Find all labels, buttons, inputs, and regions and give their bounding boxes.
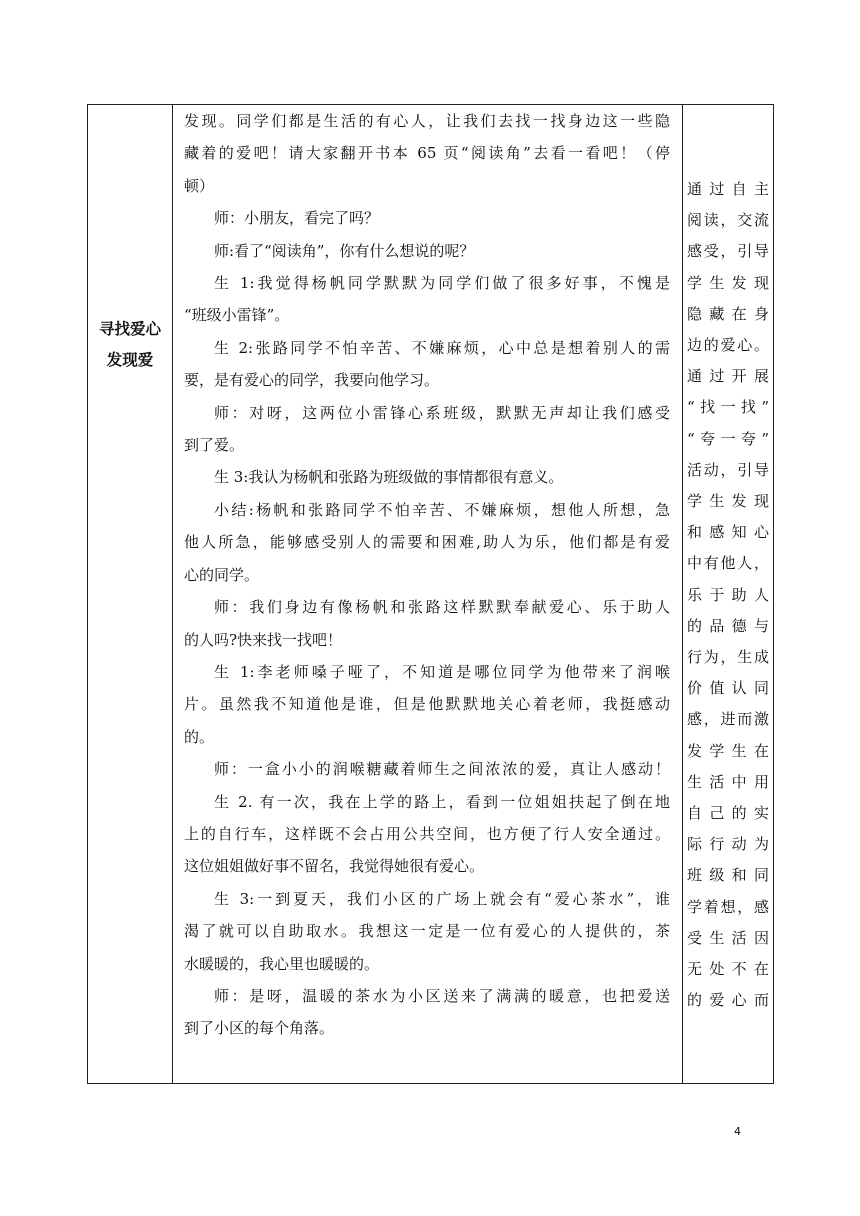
design-intent-line: 的爱心而 xyxy=(687,991,769,1010)
content-line: 小结:杨帆和张路同学不怕辛苦、不嫌麻烦，想他人所想，急 xyxy=(214,500,670,519)
content-line: 生 1:我觉得杨帆同学默默为同学们做了很多好事，不愧是 xyxy=(214,274,670,293)
content-line: 师：是呀，温暖的茶水为小区送来了满满的暖意，也把爱送 xyxy=(214,986,670,1005)
content-line: 片。虽然我不知道他是谁，但是他默默地关心着老师，我挺感动 xyxy=(184,695,670,714)
content-line: 师：小朋友，看完了吗？ xyxy=(214,209,380,228)
content-line: 发现。同学们都是生活的有心人，让我们去找一找身边这一些隐 xyxy=(184,112,670,130)
design-intent-line: 生活中用 xyxy=(687,772,769,791)
design-intent-cell xyxy=(682,105,773,1083)
content-line: 心的同学。 xyxy=(184,565,260,584)
content-line: 的。 xyxy=(184,727,215,746)
section-title-line: 发现爱 xyxy=(106,351,154,369)
design-intent-line: 学生发现 xyxy=(687,273,769,292)
section-title-line: 寻找爱心 xyxy=(98,320,161,338)
design-intent-line: 自己的实 xyxy=(687,804,769,823)
design-intent-line: 通过自主 xyxy=(687,180,769,198)
lesson-content-cell xyxy=(184,105,670,1045)
design-intent-line: 中有他人， xyxy=(687,554,769,573)
content-line: 师：一盒小小的润喉糖藏着师生之间浓浓的爱，真让人感动！ xyxy=(214,760,670,779)
content-line: 顿） xyxy=(184,176,215,195)
design-intent-text xyxy=(687,174,769,1016)
page-number: 4 xyxy=(734,1125,741,1138)
design-intent-line: 发学生在 xyxy=(687,741,769,760)
content-line: 生 1:李老师嗓子哑了，不知道是哪位同学为他带来了润喉 xyxy=(214,662,670,681)
design-intent-line: 无处不在 xyxy=(687,960,769,979)
design-intent-line: 感，进而激 xyxy=(687,710,769,729)
design-intent-line: 活动，引导 xyxy=(687,460,769,479)
content-line: 师：对呀，这两位小雷锋心系班级，默默无声却让我们感受 xyxy=(214,403,670,422)
design-intent-line: 班级和同 xyxy=(687,866,769,885)
content-line: 水暖暖的，我心里也暖暖的。 xyxy=(184,954,380,973)
design-intent-line: “夸一夸” xyxy=(687,429,769,448)
design-intent-line: 边的爱心。 xyxy=(687,336,769,355)
design-intent-line: “找一找” xyxy=(687,398,769,417)
section-title-cell xyxy=(88,105,173,1083)
design-intent-line: 际行动为 xyxy=(687,835,769,854)
design-intent-line: 乐于助人 xyxy=(687,585,769,604)
content-line: 渴了就可以自助取水。我想这一定是一位有爱心的人提供的，茶 xyxy=(184,922,670,941)
design-intent-line: 行为，生成 xyxy=(687,648,769,667)
design-intent-line: 隐藏在身 xyxy=(687,304,769,323)
design-intent-line: 阅读，交流 xyxy=(687,211,769,230)
content-line: 到了小区的每个角落。 xyxy=(184,1019,335,1038)
content-line: 生 3:我认为杨帆和张路为班级做的事情都很有意义。 xyxy=(214,468,564,487)
design-intent-line: 学着想，感 xyxy=(687,897,769,916)
content-line: 藏着的爱吧！请大家翻开书本 65 页“阅读角”去看一看吧！（停 xyxy=(184,144,670,163)
content-line: 他人所急，能够感受别人的需要和困难,助人为乐，他们都是有爱 xyxy=(184,533,670,552)
content-line: 这位姐姐做好事不留名，我觉得她很有爱心。 xyxy=(184,857,485,876)
lesson-table xyxy=(87,104,774,1084)
content-line: 师:看了“阅读角”，你有什么想说的呢？ xyxy=(214,241,475,260)
content-line: 的人吗?快来找一找吧！ xyxy=(184,630,343,649)
content-line: 要，是有爱心的同学，我要向他学习。 xyxy=(184,371,440,390)
content-line: 上的自行车，这样既不会占用公共空间，也方便了行人安全通过。 xyxy=(184,824,670,843)
content-line: 生 2. 有一次，我在上学的路上，看到一位姐姐扶起了倒在地 xyxy=(214,792,670,811)
design-intent-line: 感受，引导 xyxy=(687,242,769,261)
design-intent-line: 和感知心 xyxy=(687,523,769,542)
design-intent-line: 的品德与 xyxy=(687,616,769,635)
content-line: 师：我们身边有像杨帆和张路这样默默奉献爱心、乐于助人 xyxy=(214,598,670,617)
content-line: “班级小雷锋”。 xyxy=(184,306,290,325)
design-intent-line: 通过开展 xyxy=(687,367,769,386)
design-intent-line: 学生发现 xyxy=(687,492,769,511)
design-intent-line: 价值认同 xyxy=(687,679,769,698)
content-line: 生 3:一到夏天，我们小区的广场上就会有“爱心茶水”，谁 xyxy=(214,889,670,908)
content-line: 生 2:张路同学不怕辛苦、不嫌麻烦，心中总是想着别人的需 xyxy=(214,338,670,357)
content-line: 到了爱。 xyxy=(184,436,245,455)
section-title xyxy=(88,314,172,376)
design-intent-line: 受生活因 xyxy=(687,928,769,947)
